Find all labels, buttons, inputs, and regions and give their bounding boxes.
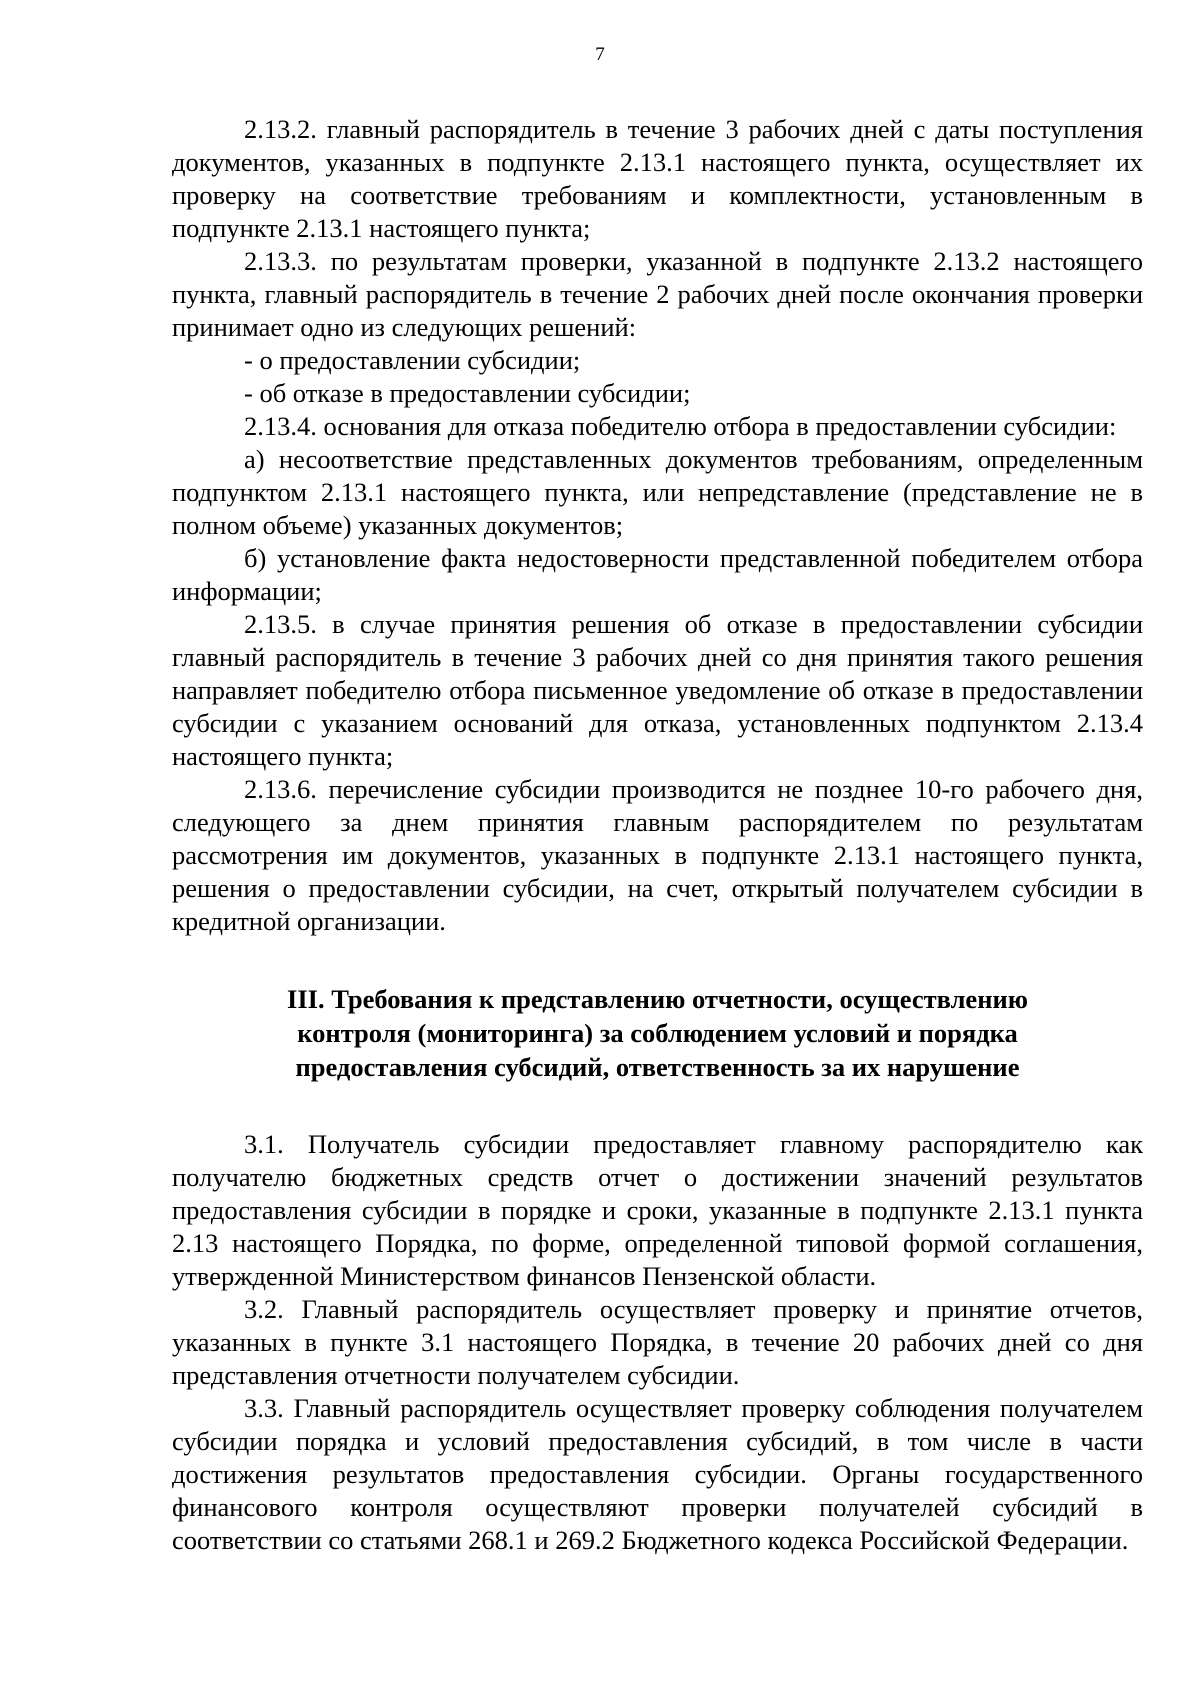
page-number: 7 xyxy=(595,44,605,65)
section-3-heading xyxy=(172,982,1143,1084)
refusal-ground-a: а) несоответствие представленных документов требованиям, определенным подпунктом 2.13.1 настоящего пункта, или непредставление (представление не в полном объеме) указанных документов; xyxy=(172,444,1143,540)
section-3-heading-line: III. Требования к представлению отчетности, осуществлению xyxy=(287,984,1028,1014)
paragraph-3-2: 3.2. Главный распорядитель осуществляет проверку и принятие отчетов, указанных в пункте 3.1 настоящего Порядка, в течение 20 рабочих дней со дня представления отчетности получателем субсидии. xyxy=(172,1294,1143,1390)
decision-option-refusal: - об отказе в предоставлении субсидии; xyxy=(244,378,691,408)
paragraph-2-13-5: 2.13.5. в случае принятия решения об отказе в предоставлении субсидии главный распорядитель в течение 3 рабочих дней со дня принятия такого решения направляет победителю отбора письменное уведомление об отказе в предоставлении субсидии с указанием оснований для отказа, установленных подпунктом 2.13.4 настоящего пункта; xyxy=(172,609,1143,771)
section-3-heading-line: контроля (мониторинга) за соблюдением условий и порядка xyxy=(297,1018,1018,1048)
document-body xyxy=(172,113,1143,1557)
decision-option-grant: - о предоставлении субсидии; xyxy=(244,345,581,375)
paragraph-2-13-6: 2.13.6. перечисление субсидии производится не позднее 10-го рабочего дня, следующего за днем принятия главным распорядителем по результатам рассмотрения им документов, указанных в подпункте 2.13.1 настоящего пункта, решения о предоставлении субсидии, на счет, открытый получателем субсидии в кредитной организации. xyxy=(172,774,1143,936)
paragraph-3-3: 3.3. Главный распорядитель осуществляет проверку соблюдения получателем субсидии порядка и условий предоставления субсидий, в том числе в части достижения результатов предоставления субсидии. Органы государственного финансового контроля осуществляют проверки получателей субсидий в соответствии со статьями 268.1 и 269.2 Бюджетного кодекса Российской Федерации. xyxy=(172,1393,1143,1555)
paragraph-3-1: 3.1. Получатель субсидии предоставляет главному распорядителю как получателю бюджетных средств отчет о достижении значений результатов предоставления субсидии в порядке и сроки, указанные в подпункте 2.13.1 пункта 2.13 настоящего Порядка, по форме, определенной типовой формой соглашения, утвержденной Министерством финансов Пензенской области. xyxy=(172,1129,1143,1291)
paragraph-2-13-3: 2.13.3. по результатам проверки, указанной в подпункте 2.13.2 настоящего пункта, главный распорядитель в течение 2 рабочих дней после окончания проверки принимает одно из следующих решений: xyxy=(172,246,1143,342)
refusal-ground-b: б) установление факта недостоверности представленной победителем отбора информации; xyxy=(172,543,1143,606)
paragraph-2-13-2: 2.13.2. главный распорядитель в течение 3 рабочих дней с даты поступления документов, указанных в подпункте 2.13.1 настоящего пункта, осуществляет их проверку на соответствие требованиям и комплектности, установленным в подпункте 2.13.1 настоящего пункта; xyxy=(172,114,1143,243)
paragraph-2-13-4: 2.13.4. основания для отказа победителю отбора в предоставлении субсидии: xyxy=(244,411,1117,441)
section-3-heading-line: предоставления субсидий, ответственность за их нарушение xyxy=(295,1052,1020,1082)
